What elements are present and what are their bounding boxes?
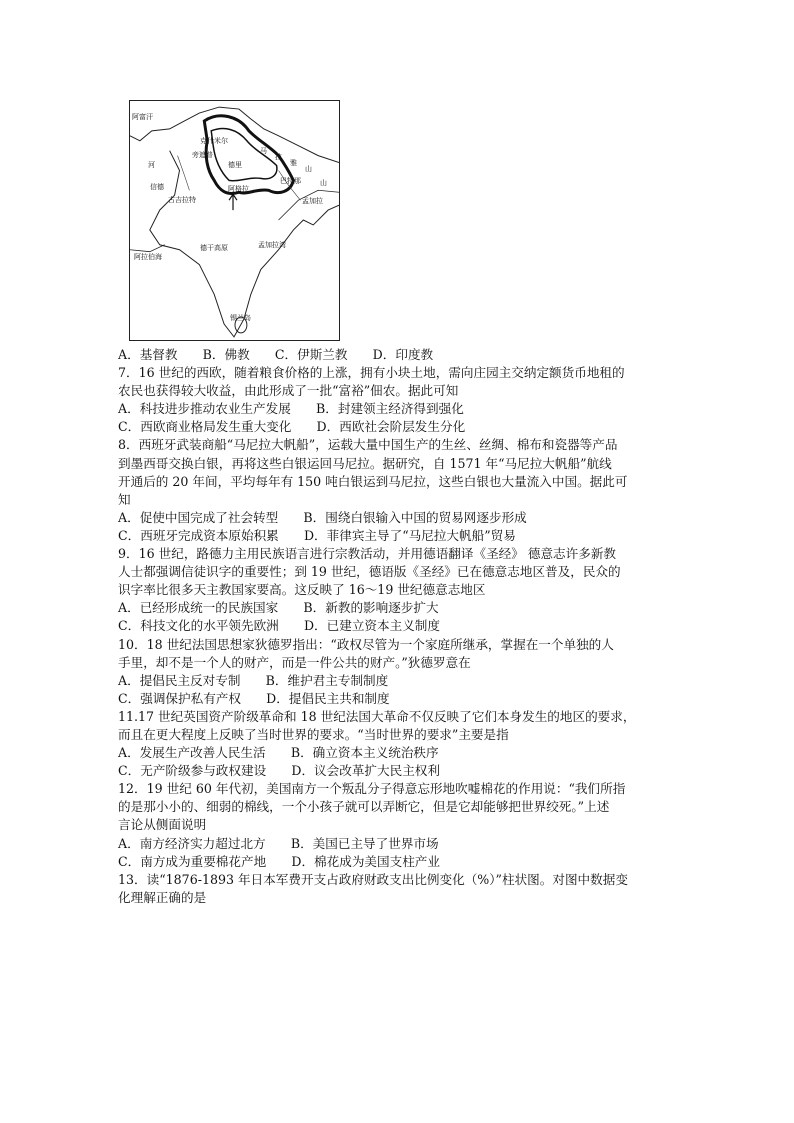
map-label-bengal: 孟加拉 (302, 197, 323, 205)
q12-stem-line: 言论从侧面说明 (118, 817, 207, 833)
map-label-agra: 阿格拉 (228, 185, 249, 193)
map-label-himalaya-4: 山 (305, 165, 312, 173)
question-text (118, 346, 678, 907)
q9-stem-line: 识字率比很多天主教国家要高。这反映了 16～19 世纪德意志地区 (118, 582, 486, 598)
map-label-himalaya-3: 雅 (290, 159, 297, 167)
q9-stem-line: 人士都强调信徒识字的重要性；到 19 世纪，德语版《圣经》已在德意志地区普及，民众的 (118, 564, 621, 580)
map-label-mount: 山 (320, 179, 327, 187)
question-9 (118, 545, 678, 635)
q8-stem-line: 到墨西哥交换白银，再将这些白银运回马尼拉。据研究，自 1571 年“马尼拉大帆船”航线 (118, 455, 612, 471)
q11-stem-line: 而且在更大程度上反映了当时世界的要求。“当时世界的要求”主要是指 (118, 726, 509, 742)
q13-stem-line: 13．读“1876-1893 年日本军费开支占政府财政支出比例变化（%）”柱状图。对图中数据变 (118, 871, 628, 887)
q8-stem-line: 8．西班牙武装商船“马尼拉大帆船”，运载大量中国生产的生丝、丝绸、棉布和瓷器等产品 (118, 437, 618, 453)
question-13 (118, 871, 678, 907)
map-label-srilanka: 锡兰岛 (230, 314, 251, 322)
q10-stem-line: 手里，却不是一个人的财产，而是一件公共的财产。”狄德罗意在 (118, 654, 471, 670)
q7-options-cd: C．西欧商业格局发生重大变化 D．西欧社会阶层发生分化 (118, 419, 466, 435)
q11-stem-line: 11.17 世纪英国资产阶级革命和 18 世纪法国大革命不仅反映了它们本身发生的地区的要求， (118, 708, 636, 724)
q8-stem-line: 知 (118, 491, 131, 507)
q12-options-ab: A．南方经济实力超过北方 B．美国已主导了世界市场 (118, 835, 439, 851)
question-11 (118, 708, 678, 780)
question-12 (118, 780, 678, 870)
q10-options-cd: C．强调保护私有产权 D．提倡民主共和制度 (118, 690, 390, 706)
map-label-himalaya-1: 马 (260, 147, 267, 155)
q6-options: A．基督教 B．佛教 C．伊斯兰教 D．印度教 (118, 347, 434, 362)
q8-options-ab: A．促使中国完成了社会转型 B．围绕白银输入中国的贸易网逐步形成 (118, 509, 527, 525)
q7-stem-line: 农民也获得较大收益，由此形成了一批“富裕”佃农。据此可知 (118, 383, 459, 399)
map-label-sind: 信德 (150, 183, 164, 191)
map-label-arabian-sea: 阿拉伯海 (134, 253, 162, 261)
map-label-afghanistan: 阿富汗 (132, 113, 153, 121)
q8-stem-line: 开通后的 20 年间，平均每年有 150 吨白银运到马尼拉，这些白银也大量流入中国。据此可 (118, 473, 628, 489)
india-map (129, 100, 340, 341)
map-label-kashmir: 克什米尔 (200, 137, 228, 145)
map-label-gujarat: 古吉拉特 (168, 196, 196, 204)
question-7 (118, 364, 678, 436)
map-label-deccan: 德干高原 (200, 244, 228, 252)
q9-stem-line: 9．16 世纪，路德力主用民族语言进行宗教活动，并用德语翻译《圣经》 德意志许多新教 (118, 546, 617, 562)
q12-stem-line: 12．19 世纪 60 年代初，美国南方一个叛乱分子得意忘形地吹嘘棉花的作用说：“我们所指 (118, 781, 626, 797)
map-label-punjab: 旁遮普 (192, 151, 213, 159)
q11-options-cd: C．无产阶级参与政权建设 D．议会改革扩大民主权利 (118, 763, 440, 779)
q9-options-cd: C．科技文化的水平领先欧洲 D．已建立资本主义制度 (118, 618, 440, 634)
map-label-bengal-bay: 孟加拉湾 (258, 241, 286, 249)
map-label-patna: 巴特那 (280, 177, 301, 185)
q10-stem-line: 10．18 世纪法国思想家狄德罗指出：“政权尽管为一个家庭所继承，掌握在一个单独的人 (118, 636, 614, 652)
map-label-river: 河 (148, 161, 155, 169)
q12-options-cd: C．南方成为重要棉花产地 D．棉花成为美国支柱产业 (118, 853, 440, 869)
q7-stem-line: 7．16 世纪的西欧，随着粮食价格的上涨，拥有小块土地，需向庄园主交纳定额货币地租的 (118, 365, 625, 381)
q8-options-cd: C．西班牙完成资本原始积累 D．菲律宾主导了“马尼拉大帆船”贸易 (118, 527, 516, 543)
map-label-delhi: 德里 (228, 161, 242, 169)
q7-options-ab: A．科技进步推动农业生产发展 B．封建领主经济得到强化 (118, 401, 464, 417)
map-label-himalaya-2: 拉 (275, 153, 282, 161)
q11-options-ab: A．发展生产改善人民生活 B．确立资本主义统治秩序 (118, 745, 439, 761)
q12-stem-line: 的是那小小的、细弱的棉线，一个小孩子就可以弄断它，但是它却能够把世界绞死。”上述 (118, 799, 610, 815)
question-10 (118, 636, 678, 708)
map-drawing (130, 101, 339, 340)
q10-options-ab: A．提倡民主反对专制 B．维护君主专制制度 (118, 672, 389, 688)
question-8 (118, 436, 678, 545)
q13-stem-line: 化理解正确的是 (118, 889, 207, 905)
q9-options-ab: A．已经形成统一的民族国家 B．新教的影响逐步扩大 (118, 600, 439, 616)
